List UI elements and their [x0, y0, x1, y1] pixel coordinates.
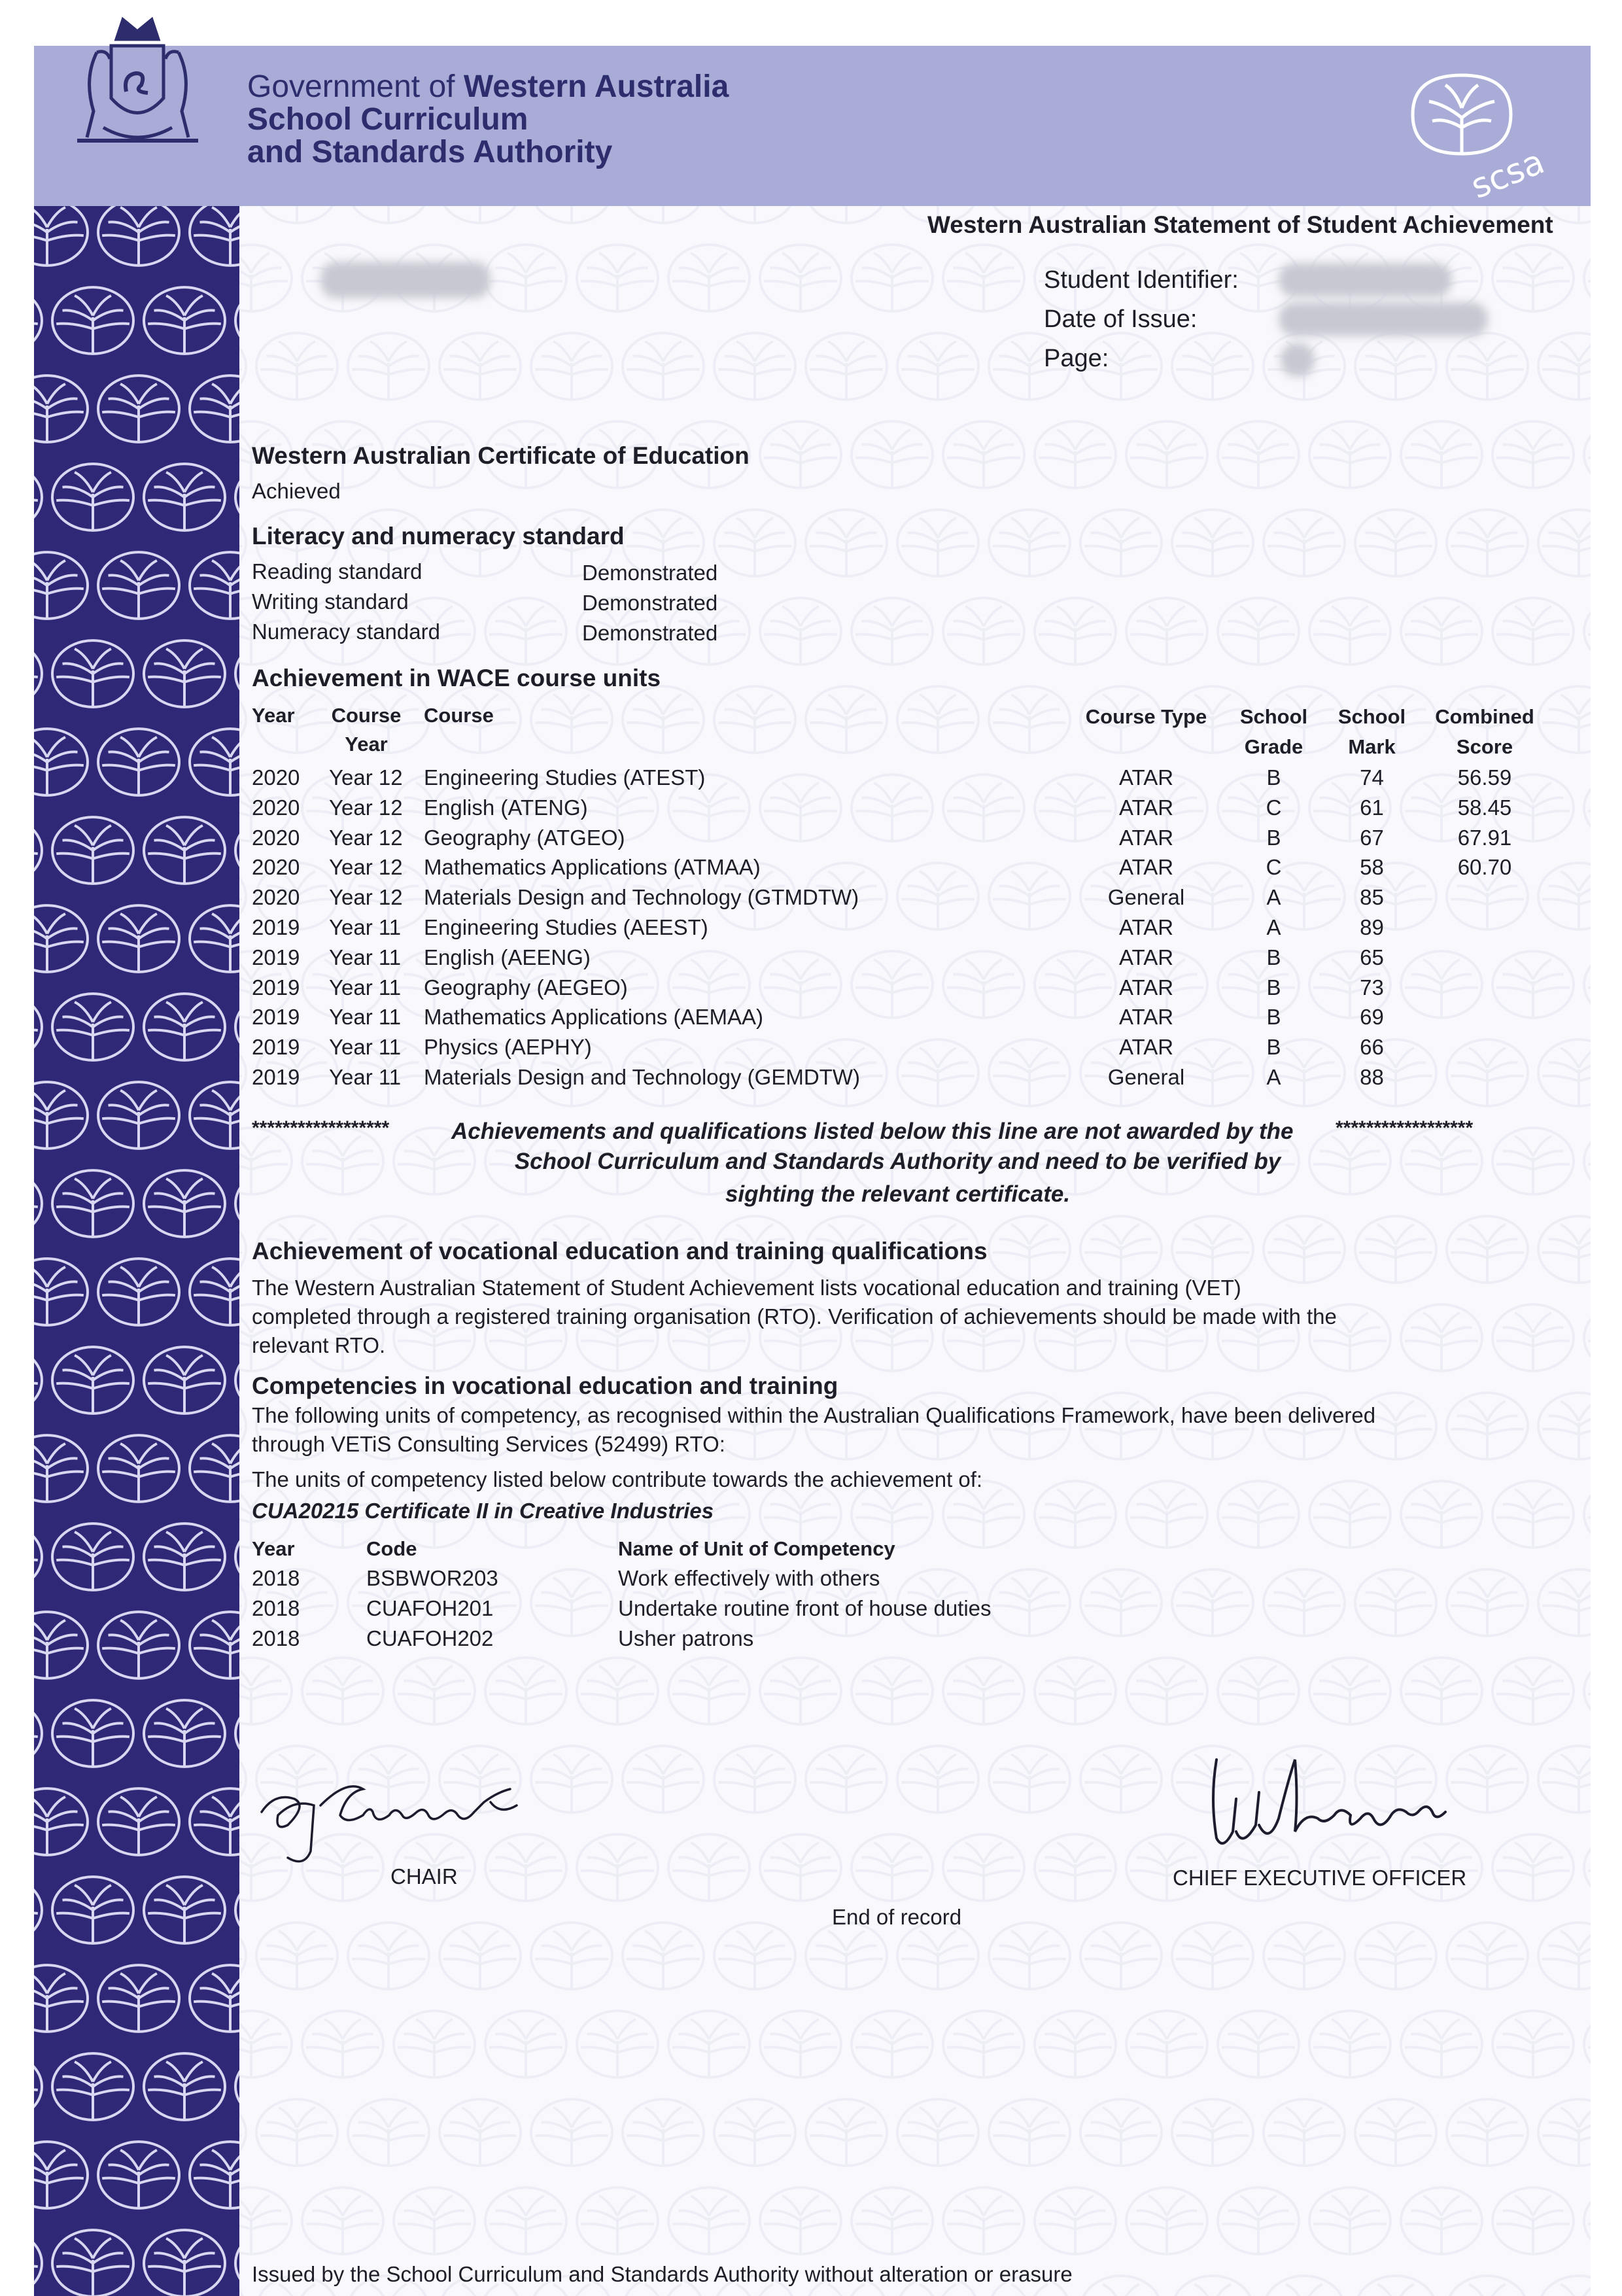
gov-prefix: Government of	[247, 69, 464, 104]
course-cell-course: Geography (AEGEO)	[424, 975, 628, 1000]
reading-value: Demonstrated	[582, 561, 718, 585]
course-cell-course: Engineering Studies (AEEST)	[424, 915, 708, 939]
notice-stars-right: ******************	[1336, 1117, 1474, 1139]
qualification-title: CUA20215 Certificate II in Creative Industries	[252, 1499, 714, 1523]
course-cell-grade: B	[1266, 825, 1281, 850]
col-combined-score-2: Score	[1456, 735, 1513, 758]
course-cell-mark: 61	[1360, 795, 1384, 820]
competency-cell-code: CUAFOH201	[366, 1596, 494, 1620]
numeracy-value: Demonstrated	[582, 621, 718, 645]
course-cell-grade: B	[1266, 1035, 1281, 1060]
notice-line-1: Achievements and qualifications listed below this line are not awarded by the	[451, 1119, 1294, 1144]
course-cell-mark: 88	[1360, 1065, 1384, 1089]
wace-heading: Western Australian Certificate of Education	[252, 442, 750, 469]
page-label: Page:	[1044, 345, 1109, 372]
col-year: Year	[252, 704, 295, 727]
course-cell-type: ATAR	[1118, 855, 1174, 880]
competencies-para-line-1: The following units of competency, as recognised within the Australian Qualifications Framework, have been delivered	[252, 1403, 1376, 1427]
comp-col-name: Name of Unit of Competency	[618, 1537, 895, 1560]
course-cell-type: ATAR	[1118, 765, 1174, 790]
date-of-issue-redacted	[1279, 302, 1488, 336]
course-cell-course-year: Year 11	[329, 1065, 402, 1089]
course-cell-year: 2019	[252, 915, 300, 939]
course-cell-score: 58.45	[1457, 795, 1512, 820]
course-cell-mark: 67	[1360, 825, 1384, 850]
page-number-redacted	[1281, 343, 1315, 377]
course-cell-score: 56.59	[1457, 765, 1512, 790]
course-cell-type: ATAR	[1118, 915, 1174, 939]
course-cell-course: Physics (AEPHY)	[424, 1035, 592, 1060]
course-cell-course-year: Year 12	[329, 825, 403, 850]
course-cell-type: ATAR	[1118, 975, 1174, 1000]
writing-value: Demonstrated	[582, 591, 718, 615]
course-cell-grade: C	[1266, 855, 1282, 880]
course-cell-course: English (ATENG)	[424, 795, 588, 820]
course-cell-mark: 58	[1360, 855, 1384, 880]
course-cell-score: 67.91	[1457, 825, 1512, 850]
chair-label: CHAIR	[390, 1864, 458, 1888]
course-cell-course-year: Year 12	[329, 855, 403, 880]
footer-issued-text: Issued by the School Curriculum and Standards Authority without alteration or erasure	[252, 2262, 1073, 2286]
student-identifier-redacted	[1279, 263, 1452, 297]
course-cell-grade: A	[1266, 885, 1281, 910]
course-cell-type: ATAR	[1118, 825, 1174, 850]
course-cell-year: 2020	[252, 765, 300, 790]
scsa-logo-text: scsa	[1465, 142, 1550, 207]
competencies-heading: Competencies in vocational education and training	[252, 1372, 838, 1399]
student-identifier-label: Student Identifier:	[1044, 266, 1239, 294]
literacy-heading: Literacy and numeracy standard	[252, 523, 625, 549]
course-cell-mark: 85	[1360, 885, 1384, 910]
course-cell-course-year: Year 11	[329, 975, 402, 1000]
course-cell-course-year: Year 11	[329, 1005, 402, 1030]
notice-line-3: sighting the relevant certificate.	[725, 1181, 1071, 1207]
col-school-mark-2: Mark	[1348, 735, 1396, 758]
course-cell-mark: 89	[1360, 915, 1384, 939]
competency-cell-code: BSBWOR203	[366, 1566, 498, 1590]
competency-cell-name: Work effectively with others	[618, 1566, 880, 1590]
course-cell-type: ATAR	[1118, 795, 1174, 820]
courses-heading: Achievement in WACE course units	[252, 665, 661, 691]
course-cell-year: 2019	[252, 1035, 300, 1060]
gov-state: Western Australia	[463, 69, 729, 104]
course-cell-course-year: Year 11	[329, 1035, 402, 1060]
course-cell-course-year: Year 11	[329, 945, 402, 969]
course-cell-year: 2019	[252, 1065, 300, 1089]
vet-para-line-3: relevant RTO.	[252, 1333, 386, 1357]
col-combined-score-1: Combined	[1435, 705, 1534, 728]
course-cell-grade: B	[1266, 765, 1281, 790]
ceo-signature	[1197, 1740, 1472, 1874]
ceo-label: CHIEF EXECUTIVE OFFICER	[1173, 1866, 1467, 1890]
writing-label: Writing standard	[252, 589, 409, 614]
course-cell-mark: 74	[1360, 765, 1384, 790]
course-cell-course: English (AEENG)	[424, 945, 591, 969]
date-of-issue-label: Date of Issue:	[1044, 305, 1198, 333]
course-cell-year: 2020	[252, 885, 300, 910]
col-course: Course	[424, 704, 494, 727]
course-cell-course-year: Year 11	[329, 915, 402, 939]
course-cell-course-year: Year 12	[329, 885, 403, 910]
course-cell-grade: A	[1266, 1065, 1281, 1089]
course-cell-mark: 65	[1360, 945, 1384, 969]
course-cell-course: Engineering Studies (ATEST)	[424, 765, 706, 790]
course-cell-year: 2019	[252, 975, 300, 1000]
end-of-record: End of record	[832, 1905, 962, 1929]
course-cell-score: 60.70	[1457, 855, 1512, 880]
course-cell-grade: A	[1266, 915, 1281, 939]
col-school-mark-1: School	[1337, 705, 1406, 728]
course-cell-grade: B	[1266, 945, 1281, 969]
competency-cell-code: CUAFOH202	[366, 1626, 494, 1650]
decorative-sidebar	[34, 206, 239, 2296]
course-cell-course-year: Year 12	[329, 795, 403, 820]
document-title: Western Australian Statement of Student Achievement	[927, 211, 1553, 238]
course-cell-course: Geography (ATGEO)	[424, 825, 625, 850]
vet-heading: Achievement of vocational education and training qualifications	[252, 1238, 988, 1264]
course-cell-mark: 73	[1360, 975, 1384, 1000]
col-course-year-1: Course	[331, 704, 402, 727]
vet-para-line-1: The Western Australian Statement of Student Achievement lists vocational education and training (VET)	[252, 1276, 1241, 1300]
authority-line-2: School Curriculum	[247, 102, 528, 137]
col-school-grade-2: Grade	[1244, 735, 1303, 758]
course-cell-year: 2019	[252, 945, 300, 969]
course-cell-year: 2020	[252, 855, 300, 880]
course-cell-type: General	[1107, 885, 1185, 910]
course-cell-grade: B	[1266, 975, 1281, 1000]
course-cell-year: 2020	[252, 795, 300, 820]
course-cell-year: 2019	[252, 1005, 300, 1030]
contribute-line: The units of competency listed below contribute towards the achievement of:	[252, 1467, 983, 1491]
notice-line-2: School Curriculum and Standards Authority and need to be verified by	[514, 1149, 1281, 1174]
wace-status: Achieved	[252, 479, 341, 503]
competencies-para-line-2: through VETiS Consulting Services (52499) RTO:	[252, 1432, 725, 1456]
col-school-grade-1: School	[1239, 705, 1308, 728]
course-cell-mark: 69	[1360, 1005, 1384, 1030]
reading-label: Reading standard	[252, 559, 423, 583]
course-cell-course: Materials Design and Technology (GEMDTW)	[424, 1065, 860, 1089]
course-cell-course: Materials Design and Technology (GTMDTW)	[424, 885, 859, 910]
course-cell-type: ATAR	[1118, 1035, 1174, 1060]
course-cell-mark: 66	[1360, 1035, 1384, 1060]
course-cell-grade: B	[1266, 1005, 1281, 1030]
course-cell-year: 2020	[252, 825, 300, 850]
course-cell-grade: C	[1266, 795, 1282, 820]
course-cell-type: ATAR	[1118, 945, 1174, 969]
course-cell-course: Mathematics Applications (AEMAA)	[424, 1005, 764, 1030]
col-course-year-2: Year	[345, 733, 388, 756]
authority-name	[247, 71, 729, 169]
comp-col-code: Code	[366, 1537, 417, 1560]
course-cell-course: Mathematics Applications (ATMAA)	[424, 855, 761, 880]
course-cell-type: General	[1107, 1065, 1185, 1089]
course-cell-type: ATAR	[1118, 1005, 1174, 1030]
wa-crest-logo	[71, 13, 205, 150]
comp-col-year: Year	[252, 1537, 295, 1560]
competency-cell-year: 2018	[252, 1596, 300, 1620]
tree-watermark	[205, 164, 1591, 2296]
competency-cell-name: Undertake routine front of house duties	[618, 1596, 992, 1620]
vet-para-line-2: completed through a registered training organisation (RTO). Verification of achievements should be made with the	[252, 1304, 1337, 1329]
scsa-tree-logo	[1400, 56, 1596, 213]
numeracy-label: Numeracy standard	[252, 619, 440, 644]
col-course-type: Course Type	[1085, 705, 1207, 728]
competency-cell-year: 2018	[252, 1626, 300, 1650]
authority-line-3: and Standards Authority	[247, 135, 613, 169]
chair-signature	[249, 1753, 602, 1874]
competency-cell-year: 2018	[252, 1566, 300, 1590]
competency-cell-name: Usher patrons	[618, 1626, 754, 1650]
course-cell-course-year: Year 12	[329, 765, 403, 790]
notice-stars-left: ******************	[252, 1117, 390, 1139]
student-name-redacted	[320, 262, 491, 298]
